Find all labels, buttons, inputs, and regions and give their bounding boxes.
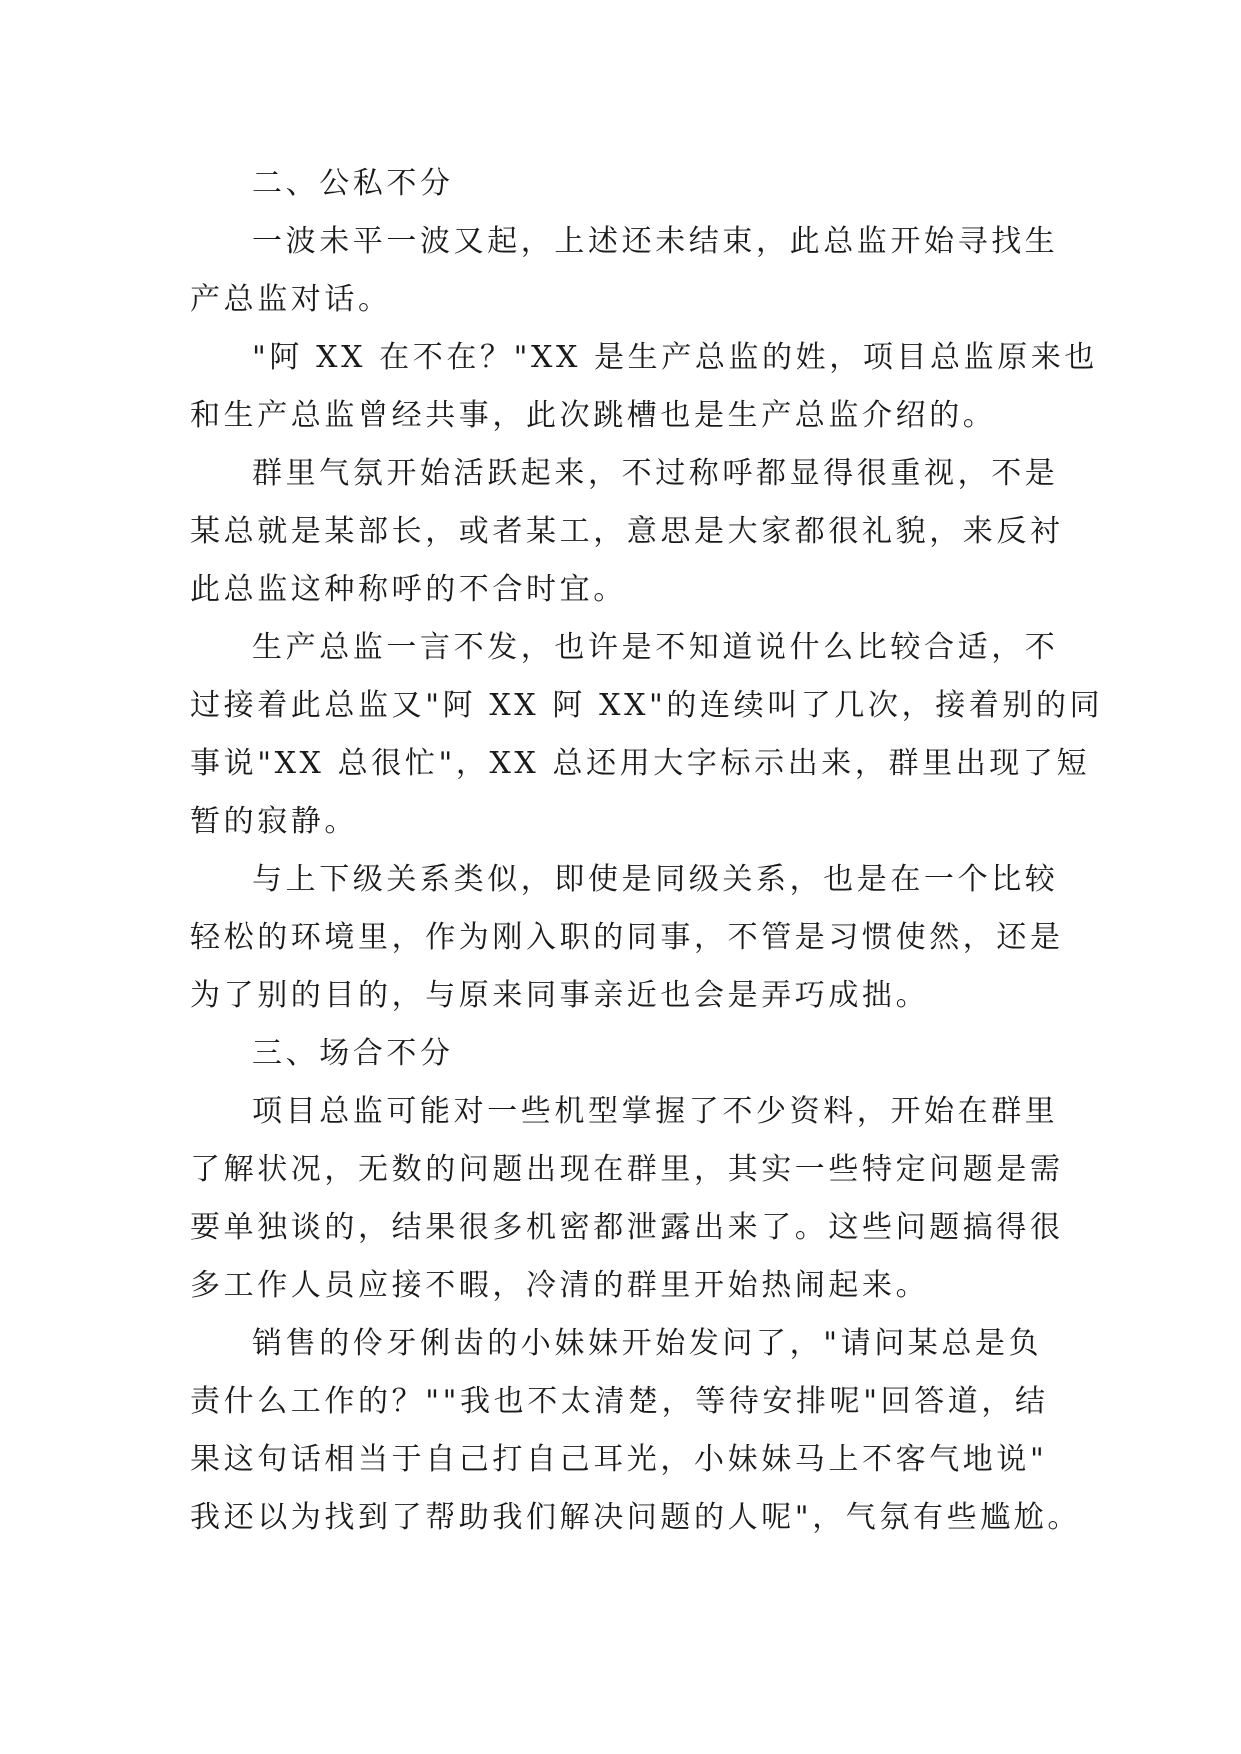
paragraph-line: 过接着此总监又"阿 XX 阿 XX"的连续叫了几次，接着别的同 [190,688,1104,723]
paragraph-line: 责什么工作的？""我也不太清楚，等待安排呢"回答道，结 [190,1384,1049,1419]
paragraph-line: "阿 XX 在不在？"XX 是生产总监的姓，项目总监原来也 [252,340,1099,375]
paragraph-line: 果这句话相当于自己打自己耳光，小妹妹马上不客气地说" [190,1442,1048,1477]
paragraph-line: 暂的寂静。 [190,804,358,839]
paragraph-line: 与上下级关系类似，即使是同级关系，也是在一个比较 [252,862,1059,897]
paragraph-line: 此总监这种称呼的不合时宜。 [190,572,627,607]
paragraph-line: 一波未平一波又起，上述还未结束，此总监开始寻找生 [252,224,1059,259]
paragraph-line: 多工作人员应接不暇，冷清的群里开始热闹起来。 [190,1268,930,1303]
paragraph-line: 生产总监一言不发，也许是不知道说什么比较合适，不 [252,630,1059,665]
paragraph-line: 群里气氛开始活跃起来，不过称呼都显得很重视，不是 [252,456,1059,491]
paragraph-line: 轻松的环境里，作为刚入职的同事，不管是习惯使然，还是 [190,920,1064,955]
paragraph-line: 产总监对话。 [190,282,392,317]
paragraph-line: 销售的伶牙俐齿的小妹妹开始发问了，"请问某总是负 [252,1326,1043,1361]
paragraph-line: 我还以为找到了帮助我们解决问题的人呢"，气氛有些尴尬。 [190,1500,1081,1535]
section-heading-2: 二、公私不分 [252,166,454,201]
paragraph-line: 为了别的目的，与原来同事亲近也会是弄巧成拙。 [190,978,930,1013]
paragraph-line: 和生产总监曾经共事，此次跳槽也是生产总监介绍的。 [190,398,997,433]
paragraph-line: 项目总监可能对一些机型掌握了不少资料，开始在群里 [252,1094,1059,1129]
document-body [190,155,1104,1547]
paragraph-line: 某总就是某部长，或者某工，意思是大家都很礼貌，来反衬 [190,514,1064,549]
section-heading-3: 三、场合不分 [252,1036,454,1071]
paragraph-line: 了解状况，无数的问题出现在群里，其实一些特定问题是需 [190,1152,1064,1187]
paragraph-line: 要单独谈的，结果很多机密都泄露出来了。这些问题搞得很 [190,1210,1064,1245]
paragraph-line: 事说"XX 总很忙"，XX 总还用大字标示出来，群里出现了短 [190,746,1091,781]
